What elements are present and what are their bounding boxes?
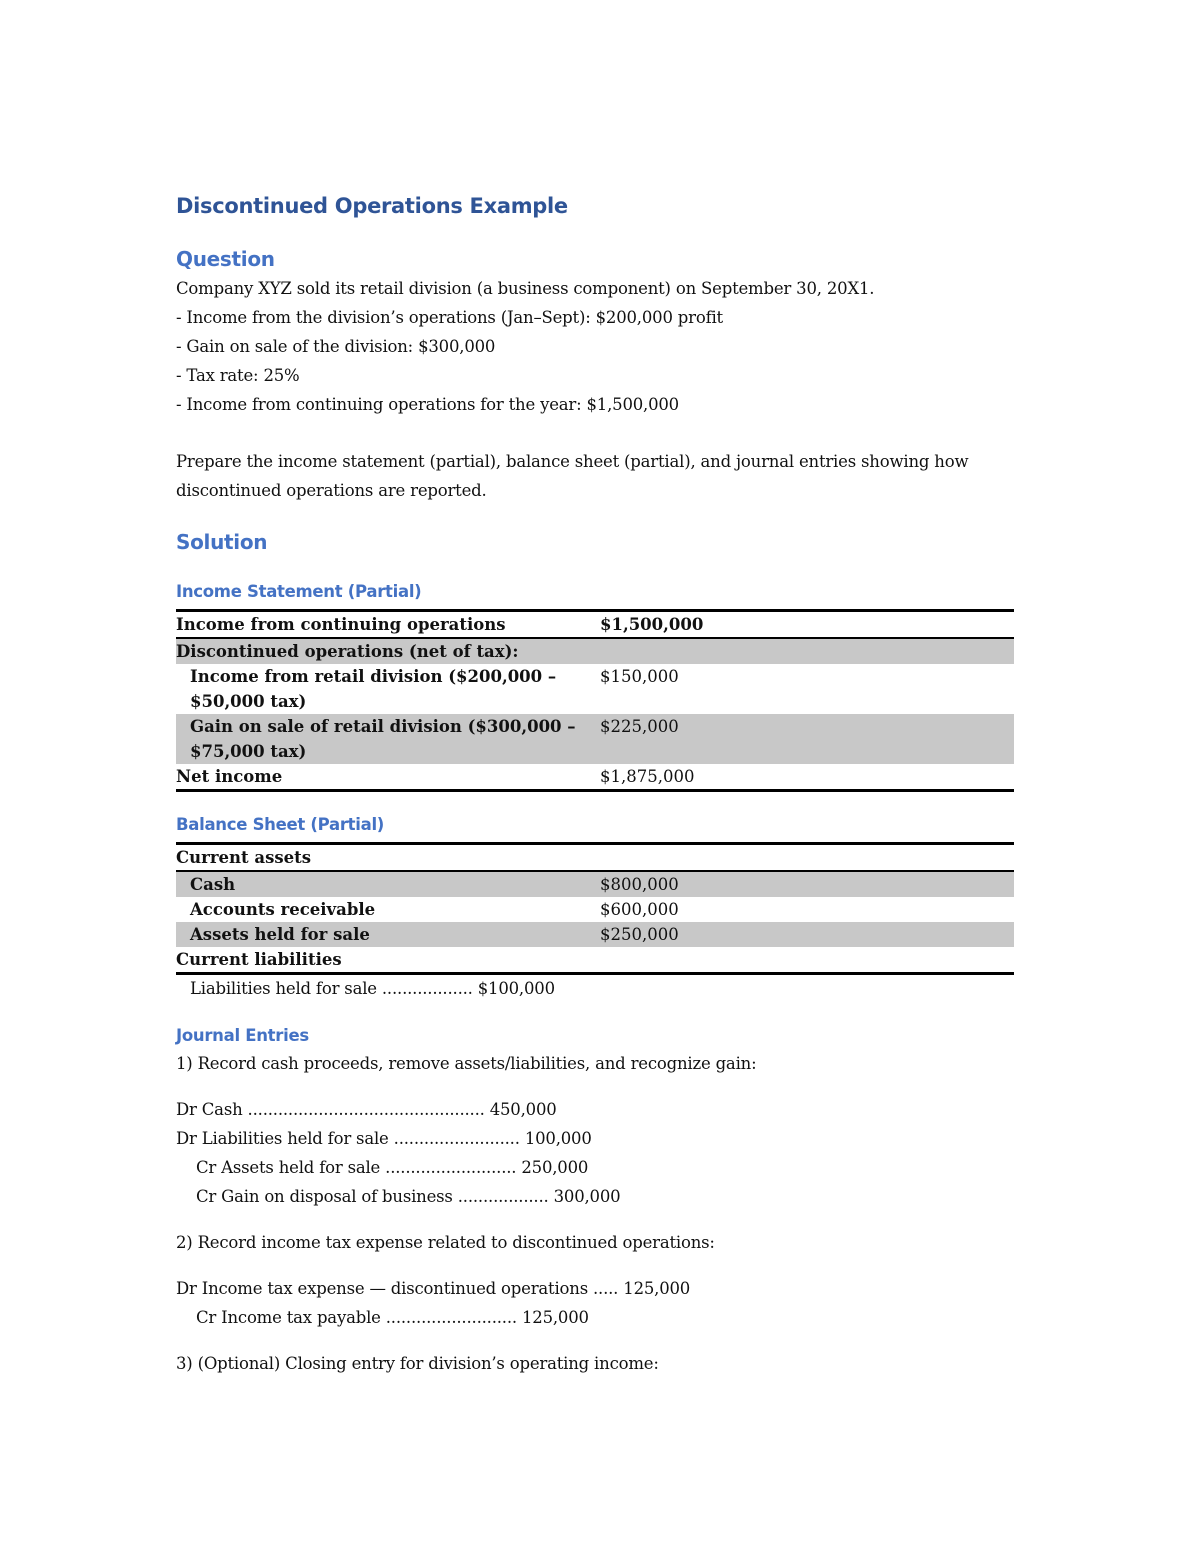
row-value: $150,000 <box>600 667 679 686</box>
table-row <box>176 664 1014 714</box>
row-value: $225,000 <box>600 717 679 736</box>
row-value: $250,000 <box>600 925 679 944</box>
journal-entries-heading: Journal Entries <box>176 1026 309 1045</box>
row-label: Accounts receivable <box>190 900 376 919</box>
question-prompt: Prepare the income statement (partial), balance sheet (partial), and journal entries showing how discontinued operations are reported. <box>176 452 969 500</box>
journal-step-3: 3) (Optional) Closing entry for division’s operating income: <box>176 1354 659 1373</box>
question-bullet: - Gain on sale of the division: $300,000 <box>176 337 496 356</box>
document-page <box>176 188 1014 1378</box>
income-statement-heading: Income Statement (Partial) <box>176 582 422 601</box>
journal-line: Cr Assets held for sale .......................... 250,000 <box>196 1158 589 1177</box>
journal-line: Dr Income tax expense — discontinued operations ..... 125,000 <box>176 1279 691 1298</box>
row-label: Income from continuing operations <box>176 615 506 634</box>
row-label: Cash <box>190 875 236 894</box>
journal-step-2: 2) Record income tax expense related to discontinued operations: <box>176 1233 715 1252</box>
row-value <box>600 845 1014 870</box>
table-row <box>176 897 1014 922</box>
row-label: Current liabilities <box>176 950 342 969</box>
question-intro: Company XYZ sold its retail division (a business component) on September 30, 20X1. <box>176 279 875 298</box>
row-value: $800,000 <box>600 875 679 894</box>
table-row <box>176 870 1014 897</box>
journal-line: Dr Liabilities held for sale ......................... 100,000 <box>176 1129 592 1148</box>
row-label: Net income <box>176 767 283 786</box>
question-heading: Question <box>176 247 275 271</box>
row-value <box>600 947 1014 972</box>
row-value <box>600 639 1014 664</box>
table-row <box>176 845 1014 870</box>
journal-line: Cr Gain on disposal of business .................. 300,000 <box>196 1187 621 1206</box>
table-row <box>176 612 1014 637</box>
income-statement-table <box>176 609 1014 792</box>
row-value: $600,000 <box>600 900 679 919</box>
journal-entry-group-1 <box>176 1095 1014 1211</box>
question-bullet: - Income from the division’s operations (Jan–Sept): $200,000 profit <box>176 308 723 327</box>
row-label: Assets held for sale <box>190 925 370 944</box>
row-label: Discontinued operations (net of tax): <box>176 642 519 661</box>
table-row <box>176 922 1014 947</box>
table-row <box>176 764 1014 789</box>
table-row <box>176 637 1014 664</box>
page-title: Discontinued Operations Example <box>176 194 568 218</box>
solution-heading: Solution <box>176 530 268 554</box>
journal-step-1: 1) Record cash proceeds, remove assets/liabilities, and recognize gain: <box>176 1054 757 1073</box>
journal-line: Cr Income tax payable .......................... 125,000 <box>196 1308 589 1327</box>
row-label: Income from retail division ($200,000 – $50,000 tax) <box>190 667 557 711</box>
table-row <box>176 714 1014 764</box>
row-label: Current assets <box>176 848 312 867</box>
balance-sheet-table <box>176 842 1014 975</box>
table-row <box>176 947 1014 972</box>
liabilities-held-line: Liabilities held for sale .................. $100,000 <box>190 979 555 998</box>
question-bullet: - Income from continuing operations for the year: $1,500,000 <box>176 395 679 414</box>
row-value: $1,875,000 <box>600 767 695 786</box>
balance-sheet-heading: Balance Sheet (Partial) <box>176 815 385 834</box>
row-value: $1,500,000 <box>600 615 704 634</box>
journal-entry-group-2 <box>176 1274 1014 1332</box>
question-bullet: - Tax rate: 25% <box>176 366 300 385</box>
journal-line: Dr Cash ............................................... 450,000 <box>176 1100 557 1119</box>
row-label: Gain on sale of retail division ($300,000 – $75,000 tax) <box>190 717 576 761</box>
